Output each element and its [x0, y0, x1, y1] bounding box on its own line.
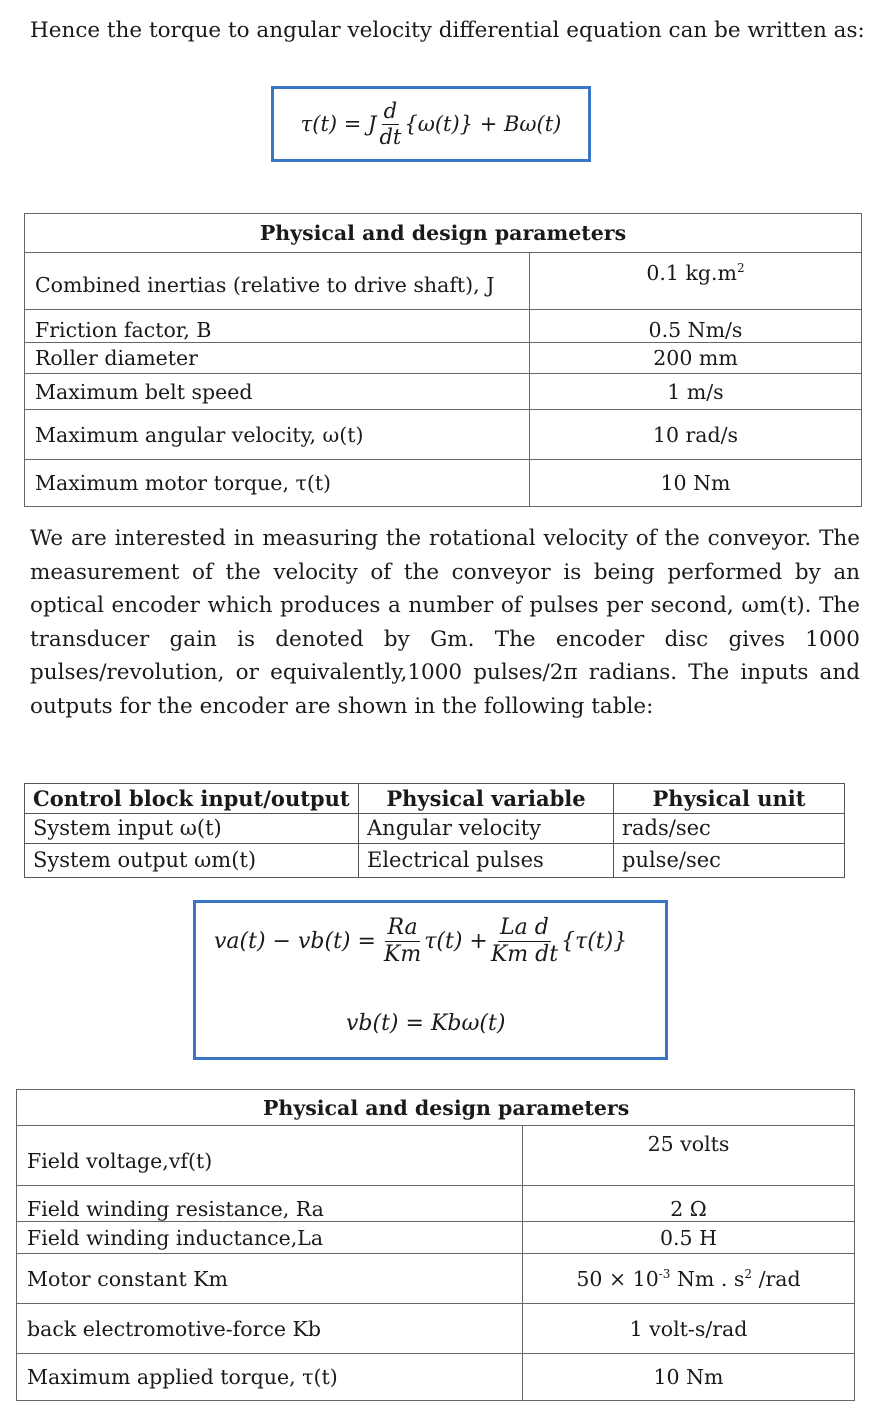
table3-value-motor-constant: $50 \times 10^{-3}$ Nm . $s^2$ /rad: [523, 1254, 855, 1304]
parameters-table-2: [16, 1089, 855, 1401]
table2-header-variable: Physical variable: [359, 784, 614, 814]
eq1-lhs: τ(t) = J: [300, 112, 377, 136]
eq2-mid: τ(t) +: [424, 929, 488, 954]
table1-value-friction: 0.5 Nm/s: [530, 310, 862, 343]
eq2-line1: [214, 917, 627, 966]
table2-cell-input: System input ω(t): [25, 814, 359, 844]
eq2-frac1-den: Km: [383, 942, 422, 967]
eq2-fraction-2: [489, 917, 560, 966]
table2-cell-output-unit: pulse/sec: [614, 844, 845, 878]
table1-label-friction: Friction factor, B: [25, 310, 530, 343]
eq2-frac2-den: Km dt: [490, 942, 559, 967]
eq1-fraction: [377, 98, 403, 149]
table3-label-back-emf: back electromotive-force Kb: [17, 1304, 523, 1354]
table3-value-inductance: 0.5 H: [523, 1222, 855, 1254]
table2-header-unit: Physical unit: [614, 784, 845, 814]
table1-title: Physical and design parameters: [25, 214, 862, 253]
table1-label-roller: Roller diameter: [25, 343, 530, 374]
eq1-frac-den: dt: [379, 124, 402, 149]
intro-text: Hence the torque to angular velocity differential equation can be written as:: [30, 18, 865, 43]
table3-label-applied-torque: Maximum applied torque, τ(t): [17, 1354, 523, 1401]
table1-label-torque: Maximum motor torque, τ(t): [25, 460, 530, 507]
encoder-paragraph: We are interested in measuring the rotational velocity of the conveyor. The measurement of the velocity of the conveyor is being performed by an optical encoder which produces a number of pulses per second, ωm(t). The transducer gain is denoted by Gm. The encoder disc gives 1000 pulses/revolution, or equivalently,1000 pulses/2π radians. The inputs and outputs for the encoder are shown in the following table:: [30, 526, 860, 719]
encoder-io-table: [24, 783, 845, 878]
table3-label-inductance: Field winding inductance,La: [17, 1222, 523, 1254]
torque-equation-box: [271, 86, 591, 162]
table3-label-motor-constant: Motor constant Km: [17, 1254, 523, 1304]
eq2-frac2-num: La d: [500, 915, 549, 940]
eq2-lhs: va(t) − vb(t) =: [214, 929, 376, 954]
table3-value-field-voltage: 25 volts: [523, 1126, 855, 1186]
eq2-frac1-num: Ra: [387, 915, 418, 940]
eq2-line2: vb(t) = Kbω(t): [346, 1011, 506, 1036]
table2-cell-input-unit: rads/sec: [614, 814, 845, 844]
table1-value-belt-speed: 1 m/s: [530, 374, 862, 410]
parameters-table-1: [24, 213, 862, 507]
table1-value-torque: 10 Nm: [530, 460, 862, 507]
table2-cell-input-variable: Angular velocity: [359, 814, 614, 844]
table3-label-resistance: Field winding resistance, Ra: [17, 1186, 523, 1222]
table1-label-belt-speed: Maximum belt speed: [25, 374, 530, 410]
eq2-fraction-1: [382, 917, 423, 966]
table1-value-inertia: 0.1 $kg.m^2$: [530, 253, 862, 310]
table3-title: Physical and design parameters: [17, 1090, 855, 1126]
eq2-rhs: {τ(t)}: [561, 929, 628, 954]
table2-header-block: Control block input/output: [25, 784, 359, 814]
table1-value-angular-velocity: 10 rad/s: [530, 410, 862, 460]
eq1-frac-num: d: [383, 98, 398, 123]
table1-value-roller: 200 mm: [530, 343, 862, 374]
motor-equation-box: [193, 900, 668, 1060]
table2-cell-output: System output ωm(t): [25, 844, 359, 878]
table3-value-resistance: 2 Ω: [523, 1186, 855, 1222]
table3-value-back-emf: 1 volt-s/rad: [523, 1304, 855, 1354]
table1-label-angular-velocity: Maximum angular velocity, ω(t): [25, 410, 530, 460]
table3-label-field-voltage: Field voltage,vf(t): [17, 1126, 523, 1186]
table1-label-inertia: Combined inertias (relative to drive shaft), J: [25, 253, 530, 310]
eq1-rhs: {ω(t)} + Bω(t): [404, 112, 562, 136]
table3-value-applied-torque: 10 Nm: [523, 1354, 855, 1401]
table2-cell-output-variable: Electrical pulses: [359, 844, 614, 878]
